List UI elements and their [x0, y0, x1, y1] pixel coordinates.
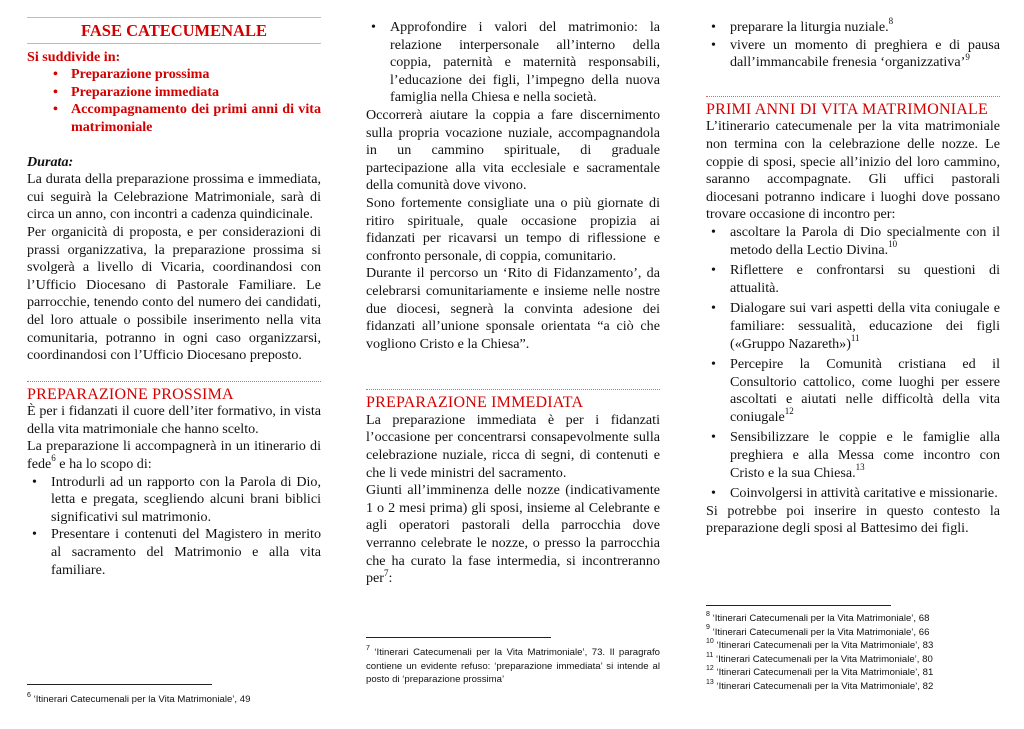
bullet-icon: •	[32, 473, 37, 490]
paragraph: Giunti all’imminenza delle nozze (indicativamente 1 o 2 mesi prima) gli sposi, insieme al Celebrante e agli operatori pastorali della parrocchia dove verranno celebrate le nozze, o presso la parrocchia che ha curato la fase intermedia, si incontreranno per$^7$:	[366, 482, 660, 587]
footnote: $^6$ ‘Itinerari Catecumenali per la Vita Matrimoniale’, 49	[27, 691, 251, 705]
paragraph: È per i fidanzati il cuore dell’iter formativo, in vista della vita matrimoniale che hanno scelto.	[27, 403, 321, 437]
bullet-icon: •	[53, 66, 58, 83]
footnote: $^7$ ‘Itinerari Catecumenali per la Vita Matrimoniale’, 73. Il paragrafo contiene un evidente refuso: ‘preparazione immediata’ si intende al posto di ‘preparazione prossima’	[366, 644, 660, 686]
durata-label: Durata:	[27, 153, 74, 170]
bullet-icon: •	[711, 356, 716, 373]
bullet-icon: •	[711, 19, 716, 35]
paragraph: Sono fortemente consigliate una o più giornate di ritiro spirituale, quale occasione propizia ai fidanzati per ricavarsi un tempo di riflessione e confronto personale, di coppia, comunitario.	[366, 194, 660, 264]
phase-list	[27, 66, 321, 136]
bullet-icon: •	[32, 526, 37, 543]
footnote-separator	[706, 605, 891, 606]
list-item: • Coinvolgersi in attività caritative e missionarie.	[711, 485, 998, 502]
bullet-icon: •	[711, 262, 716, 279]
intro-label: Si suddivide in:	[27, 48, 121, 65]
paragraph: Si potrebbe poi inserire in questo contesto la preparazione degli sposi al Battesimo dei figli.	[706, 502, 1000, 537]
list-item: • Percepire la Comunità cristiana ed il Consultorio cattolico, come luoghi per essere ascoltati e aiutati nelle difficoltà della vita coniugale$^{12}$	[711, 356, 1000, 425]
section-heading: PREPARAZIONE PROSSIMA	[27, 385, 234, 403]
paragraph: L’itinerario catecumenale per la vita matrimoniale non termina con la celebrazione delle nozze. Le coppie di sposi, specie all’inizio del loro cammino, saranno accompagnate. Gli uffici pastorali diocesani potranno indicare i luoghi dove possano trovare occasione di incontro per:	[706, 118, 1000, 223]
paragraph: La preparazione li accompagnerà in un itinerario di fede$^6$ e ha lo scopo di:	[27, 438, 321, 473]
divider	[366, 389, 660, 390]
footnote-ref[interactable]: 9	[965, 51, 970, 62]
bullet-icon: •	[371, 19, 376, 35]
bullet-list	[27, 474, 321, 580]
footnote: $^{12}$ ‘Itinerari Catecumenali per la Vita Matrimoniale’, 81	[706, 665, 934, 679]
footnote-list	[706, 612, 1000, 694]
list-item: • vivere un momento di preghiera e di pausa dall’immancabile frenesia ‘organizzativa’$^9$	[711, 36, 1000, 71]
footnote-ref[interactable]: 12	[784, 406, 794, 417]
phase-item: • Preparazione immediata	[53, 83, 220, 100]
divider	[27, 381, 321, 382]
paragraph: Per organicità di proposta, e per considerazioni di prassi organizzativa, la preparazione prossima si svolgerà a livello di Vicaria, coordinandosi con l’Ufficio Diocesano di Pastorale Familiare. Le parrocchie, tenendo conto del numero dei candidati, del loro attuale o possibile inserimento nella vita comunitaria, potranno in ogni caso organizzarsi, coordinandosi con l’Ufficio Diocesano preposto.	[27, 223, 321, 364]
list-item: • ascoltare la Parola di Dio specialmente con il metodo della Lectio Divina.$^{10}$	[711, 223, 1000, 258]
footnote-ref[interactable]: 6	[51, 453, 56, 464]
footnote-separator	[366, 637, 551, 638]
bullet-icon: •	[53, 101, 58, 118]
footnote: $^{13}$ ‘Itinerari Catecumenali per la Vita Matrimoniale’, 82	[706, 678, 934, 692]
list-item: • preparare la liturgia nuziale.$^8$	[711, 16, 894, 35]
footnote-ref[interactable]: 7	[384, 567, 389, 578]
divider	[706, 96, 1000, 97]
bullet-icon: •	[53, 83, 58, 100]
bullet-icon: •	[711, 36, 716, 53]
bullet-icon: •	[711, 223, 716, 240]
footnote-ref[interactable]: 13	[855, 461, 865, 472]
footnote-ref[interactable]: 10	[888, 238, 898, 249]
footnote: $^{10}$ ‘Itinerari Catecumenali per la Vita Matrimoniale’, 83	[706, 638, 934, 652]
bullet-icon: •	[711, 429, 716, 446]
bullet-list	[706, 224, 1000, 503]
paragraph: Occorrerà aiutare la coppia a fare discernimento sulla propria vocazione nuziale, accompagnandola in un cammino spirituale, di graduale partecipazione alla vita ecclesiale e sacramentale della comunità dove vivono.	[366, 106, 660, 194]
footnote-separator	[27, 684, 212, 685]
column-1	[27, 0, 321, 579]
footnote: $^{11}$ ‘Itinerari Catecumenali per la Vita Matrimoniale’, 80	[706, 651, 933, 665]
list-item: • Sensibilizzare le coppie e le famiglie alla preghiera e alla Messa come incontro con Cristo e la sua Chiesa.$^{13}$	[711, 429, 1000, 481]
list-item: • Introdurli ad un rapporto con la Parola di Dio, letta e pregata, scegliendo alcuni brani biblici significativi sul matrimonio.	[32, 473, 321, 525]
paragraph: La durata della preparazione prossima e immediata, cui seguirà la Celebrazione Matrimoniale, sarà di circa un anno, con incontri a cadenza quindicinale.	[27, 171, 321, 223]
phase-item: • Preparazione prossima	[53, 66, 210, 83]
footnote: $^8$ ‘Itinerari Catecumenali per la Vita Matrimoniale’, 68	[706, 610, 930, 624]
section-title: FASE CATECUMENALE	[81, 21, 267, 40]
bullet-list	[706, 16, 1000, 72]
section-heading: PRIMI ANNI DI VITA MATRIMONIALE	[706, 100, 988, 118]
phase-item: • Accompagnamento dei primi anni di vita matrimoniale	[53, 101, 321, 135]
list-item: • Dialogare sui vari aspetti della vita coniugale e familiare: sessualità, educazione dei figli («Gruppo Nazareth»)$^{11}$	[711, 300, 1000, 352]
column-2	[366, 0, 660, 588]
bullet-list	[366, 19, 660, 107]
list-item: • Riflettere e confrontarsi su questioni di attualità.	[711, 262, 1000, 296]
paragraph: La preparazione immediata è per i fidanzati l’occasione per concentrarsi consapevolmente sulla celebrazione nuziale, ricca di segni, di contenuti e che li vede ministri del sacramento.	[366, 411, 660, 481]
column-3	[706, 0, 1000, 538]
paragraph: Durante il percorso un ‘Rito di Fidanzamento’, da celebrarsi comunitariamente e insieme nelle nostre due diocesi, segnerà la convinta adesione dei fidanzati all’unione sponsale orientata “a ciò che vogliono Cristo e la Chiesa”.	[366, 265, 660, 352]
bullet-icon: •	[711, 300, 716, 317]
footnote-ref[interactable]: 11	[850, 332, 860, 343]
divider	[27, 43, 321, 44]
list-item: • Presentare i contenuti del Magistero in merito al sacramento del Matrimonio e alla vita familiare.	[32, 526, 321, 578]
footnote: $^9$ ‘Itinerari Catecumenali per la Vita Matrimoniale’, 66	[706, 624, 930, 638]
section-heading: PREPARAZIONE IMMEDIATA	[366, 394, 584, 412]
bullet-icon: •	[711, 485, 716, 502]
list-item: • Approfondire i valori del matrimonio: la relazione interpersonale all’interno della coppia, paternità e maternità responsabili, l’educazione dei figli, l’impegno della nuova famiglia nella Chiesa e nella società.	[371, 19, 660, 106]
divider	[27, 17, 321, 18]
footnote-ref[interactable]: 8	[888, 16, 894, 27]
